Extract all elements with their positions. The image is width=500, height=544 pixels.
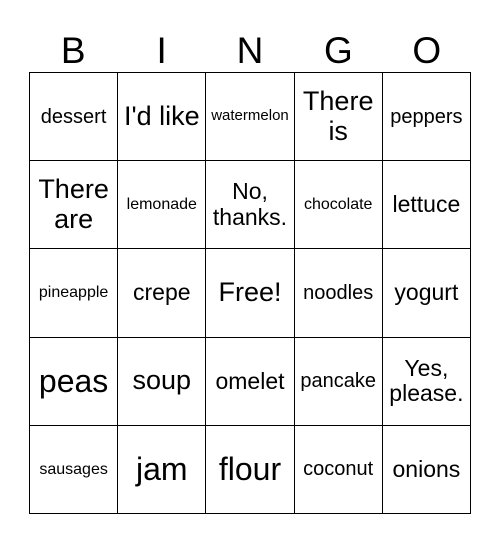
bingo-cell: There are: [30, 161, 118, 249]
bingo-cell: jam: [118, 426, 206, 514]
bingo-cell: omelet: [206, 338, 294, 426]
bingo-cell: pancake: [295, 338, 383, 426]
bingo-cell: I'd like: [118, 73, 206, 161]
bingo-header: [29, 28, 471, 72]
bingo-cell: There is: [295, 73, 383, 161]
bingo-cell: noodles: [295, 249, 383, 337]
header-letter-g: G: [324, 29, 353, 71]
bingo-cell: dessert: [30, 73, 118, 161]
bingo-cell: peas: [30, 338, 118, 426]
bingo-cell: Yes, please.: [383, 338, 471, 426]
bingo-board: [29, 72, 471, 514]
bingo-cell: soup: [118, 338, 206, 426]
bingo-cell: lettuce: [383, 161, 471, 249]
header-letter-n: N: [236, 29, 264, 71]
bingo-cell: chocolate: [295, 161, 383, 249]
bingo-cell: sausages: [30, 426, 118, 514]
header-letter-b: B: [60, 29, 86, 71]
header-letter-i: I: [156, 29, 167, 71]
free-space-cell: Free!: [206, 249, 294, 337]
bingo-cell: peppers: [383, 73, 471, 161]
bingo-cell: yogurt: [383, 249, 471, 337]
header-letter-o: O: [412, 29, 442, 71]
bingo-cell: flour: [206, 426, 294, 514]
bingo-cell: lemonade: [118, 161, 206, 249]
bingo-cell: No, thanks.: [206, 161, 294, 249]
bingo-cell: crepe: [118, 249, 206, 337]
bingo-cell: onions: [383, 426, 471, 514]
bingo-cell: coconut: [295, 426, 383, 514]
bingo-cell: pineapple: [30, 249, 118, 337]
bingo-cell: watermelon: [206, 73, 294, 161]
